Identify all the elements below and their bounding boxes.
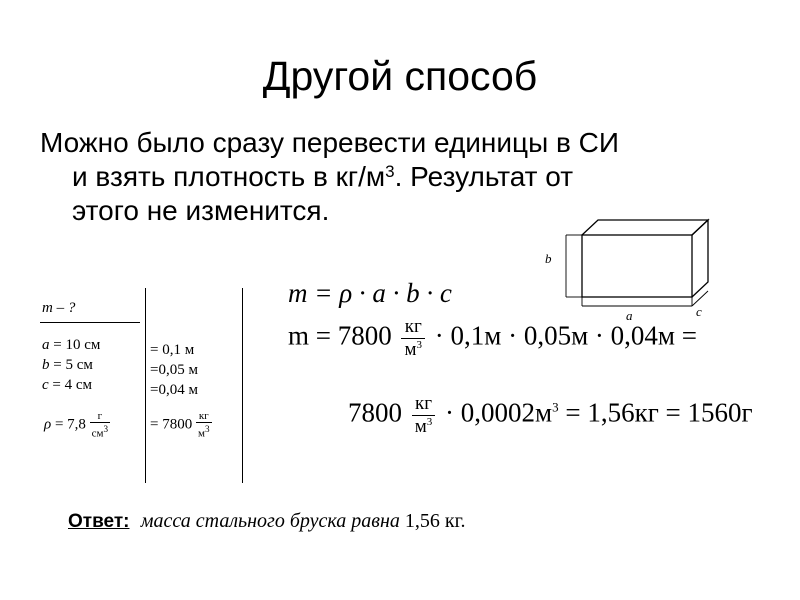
formula-3-unit-num: кг (412, 393, 436, 416)
answer-value: 1,56 кг. (399, 510, 466, 532)
bullet-line-3: этого не изменится. (72, 195, 330, 226)
given-row-c (42, 375, 100, 395)
box-side-face (692, 220, 708, 297)
find-text: m – ? (42, 300, 76, 316)
si-rho-unit-den-text: м (197, 427, 205, 440)
formula-3-unit-den-text: м (414, 416, 427, 437)
formula-2-unit-den-sup: 3 (416, 339, 423, 351)
rho-unit-num: г (90, 410, 110, 423)
formula-2-unit-num: кг (401, 316, 425, 339)
si-rho (150, 410, 212, 440)
given-row-a (42, 335, 100, 355)
rho-value: = 7,8 (51, 416, 86, 433)
value-c: = 4 см (48, 377, 93, 393)
formula-3-start: 7800 (348, 397, 402, 428)
table-divider-1 (145, 288, 146, 483)
formula-2-unit-den (401, 339, 425, 361)
formula-line-3 (348, 393, 753, 438)
given-row-b (42, 355, 100, 375)
formula-mass: m = ρ · a · b · c (288, 278, 452, 308)
formula-2-unit-den-text: м (404, 339, 417, 360)
box-top-face (582, 220, 708, 235)
box-front-face (582, 235, 692, 297)
box-diagram (538, 215, 718, 325)
si-row-b: =0,05 м (150, 362, 198, 378)
si-row-c: =0,04 м (150, 382, 198, 398)
si-rho-unit-den (196, 423, 212, 440)
formula-3-unit-den (412, 416, 436, 438)
var-c: c (42, 377, 49, 393)
rho-unit-den (90, 423, 110, 440)
rho-symbol: ρ (44, 416, 52, 433)
formula-2-end: · 0,1м · 0,05м · 0,04м = (434, 320, 697, 351)
given-rho (44, 410, 110, 440)
si-rho-value: = 7800 (150, 416, 193, 433)
rho-unit-den-sup: 3 (103, 424, 109, 434)
formula-3-sup: 3 (552, 399, 559, 415)
formula-3-unit-den-sup: 3 (426, 416, 433, 428)
var-a: a (42, 337, 50, 353)
value-a: = 10 см (49, 337, 101, 353)
value-b: = 5 см (49, 357, 93, 373)
given-find (42, 298, 75, 318)
si-rho-unit-num: кг (196, 410, 212, 423)
formula-2-unit-fraction (401, 316, 425, 361)
si-rho-unit-fraction (196, 410, 212, 440)
answer-text: масса стального бруска равна (140, 510, 400, 532)
bullet-line-2b: . Результат от (394, 161, 574, 192)
formula-3-end: = 1,56кг = 1560г (558, 397, 753, 428)
bullet-line-1: Можно было сразу перевести единицы в СИ (40, 127, 619, 158)
find-underline (40, 322, 140, 323)
bullet-text (40, 126, 760, 228)
label-c: c (696, 304, 702, 319)
answer-label: Ответ: (68, 511, 130, 532)
rho-unit-fraction (90, 410, 110, 440)
formula-3-mid: · 0,0002м (445, 397, 553, 428)
label-a: a (626, 308, 633, 323)
si-values (150, 340, 198, 400)
si-rho-unit-den-sup: 3 (204, 424, 210, 434)
label-b: b (545, 251, 552, 266)
bullet-paragraph (40, 126, 760, 228)
formula-line-1 (288, 276, 452, 310)
bullet-line-2-superscript: 3 (385, 162, 395, 181)
rho-unit-den-text: см (91, 427, 104, 440)
var-b: b (42, 357, 50, 373)
answer-line (68, 508, 466, 535)
table-divider-2 (242, 288, 243, 483)
slide-title: Другой способ (262, 53, 538, 99)
formula-3-unit-fraction (412, 393, 436, 438)
given-values (42, 335, 100, 395)
formula-2-start: m = 7800 (288, 320, 392, 351)
si-row-a: = 0,1 м (150, 342, 195, 358)
bullet-line-2a: и взять плотность в кг/м (72, 161, 386, 192)
